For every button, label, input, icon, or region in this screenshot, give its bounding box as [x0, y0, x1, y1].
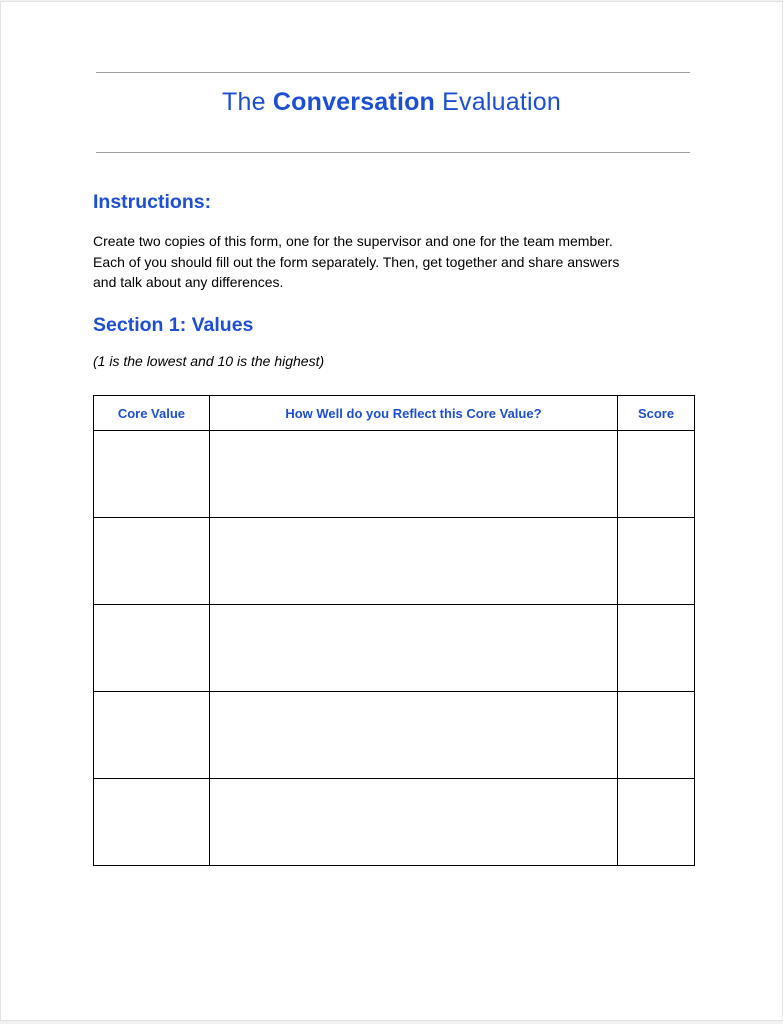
table-row [94, 518, 695, 605]
section-1-heading: Section 1: Values [93, 314, 254, 336]
score-cell[interactable] [618, 605, 695, 692]
column-header-reflection: How Well do you Reflect this Core Value? [209, 396, 617, 431]
table-row [94, 431, 695, 518]
document-page [0, 1, 783, 1021]
core-value-cell[interactable] [94, 518, 210, 605]
instructions-text [93, 231, 693, 293]
core-value-cell[interactable] [94, 692, 210, 779]
table-header-row [94, 396, 695, 431]
title-top-divider [96, 72, 690, 73]
instructions-heading: Instructions: [93, 191, 212, 213]
title-suffix: Evaluation [435, 88, 561, 116]
score-cell[interactable] [618, 779, 695, 866]
instructions-line: Create two copies of this form, one for the supervisor and one for the team member. [93, 233, 613, 249]
title-prefix: The [222, 88, 273, 116]
reflection-cell[interactable] [209, 692, 617, 779]
score-scale-note: (1 is the lowest and 10 is the highest) [93, 353, 325, 369]
core-value-cell[interactable] [94, 605, 210, 692]
score-cell[interactable] [618, 692, 695, 779]
instructions-line: and talk about any differences. [93, 274, 284, 290]
reflection-cell[interactable] [209, 518, 617, 605]
values-table [93, 395, 695, 866]
instructions-line: Each of you should fill out the form separately. Then, get together and share answers [93, 253, 620, 270]
title-bold-word: Conversation [272, 88, 436, 116]
table-row [94, 692, 695, 779]
table-row [94, 605, 695, 692]
column-header-core-value: Core Value [94, 396, 210, 431]
reflection-cell[interactable] [209, 779, 617, 866]
score-cell[interactable] [618, 431, 695, 518]
reflection-cell[interactable] [209, 605, 617, 692]
column-header-score: Score [618, 396, 695, 431]
title-bottom-divider [96, 152, 690, 153]
core-value-cell[interactable] [94, 431, 210, 518]
table-row [94, 779, 695, 866]
page-title [1, 88, 782, 117]
core-value-cell[interactable] [94, 779, 210, 866]
score-cell[interactable] [618, 518, 695, 605]
reflection-cell[interactable] [209, 431, 617, 518]
